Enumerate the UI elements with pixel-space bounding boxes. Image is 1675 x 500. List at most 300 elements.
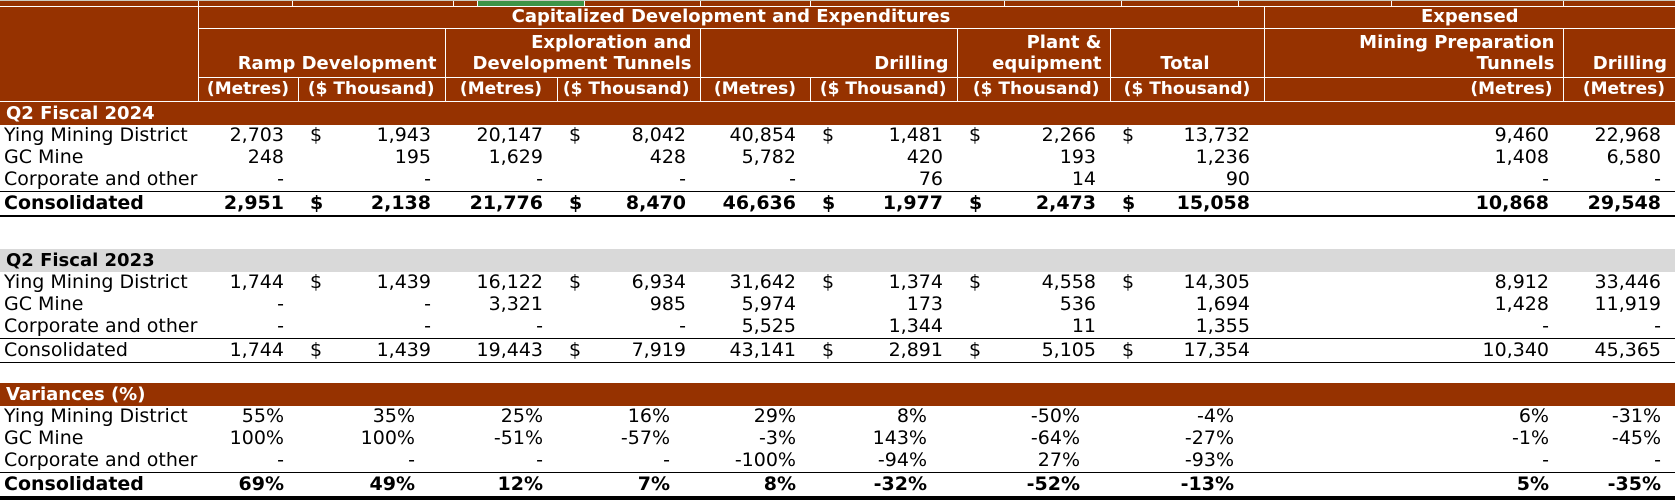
- subheader-3: [957, 29, 1110, 78]
- cell-value: 19,443: [476, 338, 543, 361]
- subheader-line: Development Tunnels: [472, 53, 692, 74]
- dollar-sign: $: [569, 338, 582, 361]
- cell-value: 10,340: [1482, 338, 1549, 361]
- cell-value: 1,408: [1494, 147, 1549, 169]
- row-label: Ying Mining District: [4, 272, 188, 294]
- subheader-0: [198, 29, 445, 78]
- cell-with-dollar: [298, 125, 431, 147]
- cell-value: 248: [247, 147, 284, 169]
- data-cell: [198, 339, 298, 363]
- strip-divider: [453, 1, 454, 6]
- dollar-sign: $: [310, 191, 324, 214]
- cell-value: 1,439: [376, 338, 431, 361]
- data-cell: [957, 125, 1110, 147]
- data-cell: [198, 473, 298, 497]
- cell-value: -13%: [1180, 472, 1234, 495]
- unit-header: ($ Thousand): [810, 78, 957, 102]
- cell-value: -: [1542, 450, 1549, 472]
- cell-with-dollar: [557, 272, 686, 294]
- row-label: GC Mine: [4, 294, 84, 316]
- data-cell: [445, 316, 557, 339]
- table-row: [0, 450, 1675, 473]
- cell-value: 985: [649, 294, 686, 316]
- data-cell: [1563, 125, 1675, 147]
- section-title: Variances (%): [6, 383, 146, 405]
- data-cell: [557, 169, 700, 192]
- cell-value: -: [679, 316, 686, 338]
- cell-value: 6,934: [631, 272, 686, 294]
- data-cell: [1563, 192, 1675, 217]
- row-label: Consolidated: [0, 192, 198, 217]
- data-cell: [1110, 169, 1264, 192]
- data-cell: [810, 125, 957, 147]
- cell-value: 2,703: [229, 125, 284, 147]
- data-cell: [198, 169, 298, 192]
- data-cell: [1563, 473, 1675, 497]
- data-cell: [1110, 428, 1264, 450]
- cell-with-dollar: [298, 340, 431, 362]
- cell-value: 22,968: [1594, 125, 1661, 147]
- data-cell: [957, 450, 1110, 473]
- spreadsheet-top-strip: [0, 0, 1675, 7]
- cell-value: 25%: [500, 406, 543, 428]
- subheader-line: Drilling: [874, 53, 949, 74]
- dollar-sign: $: [1122, 338, 1135, 361]
- data-cell: [1110, 339, 1264, 363]
- cell-with-dollar: [557, 340, 686, 362]
- strip-divider: [1121, 1, 1122, 6]
- data-cell: [957, 428, 1110, 450]
- cell-with-dollar: [1110, 125, 1250, 147]
- data-cell: [557, 339, 700, 363]
- cell-value: 31,642: [729, 272, 796, 294]
- gap-cell: [0, 216, 1675, 249]
- cell-value: 536: [1059, 294, 1096, 316]
- data-cell: [298, 450, 445, 473]
- green-highlight-cell: [477, 1, 585, 6]
- row-label: Consolidated: [0, 473, 198, 497]
- data-cell: [298, 473, 445, 497]
- section-band-q2-fiscal-2023: [0, 249, 1675, 272]
- cell-value: 14: [1071, 169, 1096, 191]
- data-cell: [557, 125, 700, 147]
- data-cell: [1563, 147, 1675, 169]
- table-row: [0, 147, 1675, 169]
- dollar-sign: $: [569, 191, 583, 214]
- cell-value: 69%: [238, 472, 284, 495]
- data-cell: [557, 294, 700, 316]
- cell-value: 16,122: [476, 272, 543, 294]
- cell-value: 9,460: [1494, 125, 1549, 147]
- top-strip-cell: [0, 0, 1675, 7]
- data-cell: [700, 428, 810, 450]
- cell-value: 29,548: [1587, 191, 1661, 214]
- data-cell: [1264, 147, 1563, 169]
- data-cell: [557, 192, 700, 217]
- table-row: [0, 125, 1675, 147]
- data-cell: [557, 450, 700, 473]
- data-cell: [700, 192, 810, 217]
- data-cell: [445, 169, 557, 192]
- cell-value: 193: [1059, 147, 1096, 169]
- data-cell: [700, 125, 810, 147]
- dollar-sign: $: [822, 191, 836, 214]
- data-cell: [557, 428, 700, 450]
- data-cell: [445, 339, 557, 363]
- row-label: Corporate and other: [4, 169, 198, 191]
- cell-value: 1,744: [229, 272, 284, 294]
- cell-value: -100%: [734, 450, 796, 472]
- data-cell: [957, 339, 1110, 363]
- dollar-sign: $: [969, 191, 983, 214]
- data-cell: [298, 406, 445, 428]
- section-gap: [0, 363, 1675, 384]
- table-row: [0, 169, 1675, 192]
- data-cell: [198, 450, 298, 473]
- data-cell: [445, 428, 557, 450]
- cell-value: -: [424, 294, 431, 316]
- cell-value: -: [1654, 450, 1661, 472]
- section-band-q2-fiscal-2024: [0, 102, 1675, 126]
- cell-value: -51%: [493, 428, 543, 450]
- cell-value: -50%: [1030, 406, 1080, 428]
- data-cell: [810, 294, 957, 316]
- cell-value: -: [424, 316, 431, 338]
- units-header-row: [0, 78, 1675, 102]
- cell-value: 17,354: [1183, 338, 1250, 361]
- cell-value: -: [1542, 316, 1549, 338]
- unit-header: ($ Thousand): [298, 78, 445, 102]
- row-label: Ying Mining District: [4, 125, 188, 147]
- data-cell: [700, 316, 810, 339]
- data-cell: [810, 169, 957, 192]
- data-cell: [957, 294, 1110, 316]
- data-cell: [298, 272, 445, 294]
- data-cell: [957, 169, 1110, 192]
- cell-value: 6,580: [1606, 147, 1661, 169]
- data-cell: [445, 450, 557, 473]
- data-cell: [1264, 169, 1563, 192]
- unit-header: (Metres): [1563, 78, 1675, 102]
- data-cell: [810, 406, 957, 428]
- subheader-6: [1563, 29, 1675, 78]
- data-cell: [1563, 294, 1675, 316]
- cell-value: 7,919: [631, 338, 686, 361]
- dollar-sign: $: [822, 125, 835, 147]
- cell-value: -32%: [873, 472, 927, 495]
- dollar-sign: $: [1122, 125, 1135, 147]
- consolidated-row: [0, 473, 1675, 497]
- data-cell: [810, 272, 957, 294]
- cell-value: 1,943: [376, 125, 431, 147]
- data-cell: [298, 125, 445, 147]
- data-cell: [557, 473, 700, 497]
- cell-value: 2,891: [888, 338, 943, 361]
- cell-value: -64%: [1030, 428, 1080, 450]
- row-label: Ying Mining District: [4, 406, 188, 428]
- cell-with-dollar: [810, 272, 943, 294]
- cell-value: 13,732: [1183, 125, 1250, 147]
- data-cell: [957, 406, 1110, 428]
- cell-value: 8,912: [1494, 272, 1549, 294]
- data-cell: [810, 473, 957, 497]
- cell-with-dollar: [1110, 340, 1250, 362]
- cell-value: 2,138: [370, 191, 431, 214]
- data-cell: [810, 147, 957, 169]
- data-cell: [1563, 272, 1675, 294]
- cell-value: -94%: [877, 450, 927, 472]
- cell-value: 8%: [896, 406, 927, 428]
- top-strip: [0, 0, 1675, 6]
- cell-value: 5,782: [741, 147, 796, 169]
- cell-value: 1,744: [229, 338, 284, 361]
- cell-value: 29%: [753, 406, 796, 428]
- cell-value: 5%: [1516, 472, 1549, 495]
- data-cell: [445, 192, 557, 217]
- data-cell: [1110, 125, 1264, 147]
- data-cell: [957, 316, 1110, 339]
- cell-value: 1,694: [1195, 294, 1250, 316]
- cell-value: -: [277, 294, 284, 316]
- data-cell: [445, 125, 557, 147]
- cell-value: -: [424, 169, 431, 191]
- cell-value: 33,446: [1594, 272, 1661, 294]
- group-header-row: [0, 7, 1675, 29]
- data-cell: [1264, 473, 1563, 497]
- section-title: Q2 Fiscal 2024: [6, 102, 155, 124]
- cell-value: -: [789, 169, 796, 191]
- cell-value: 1,481: [888, 125, 943, 147]
- cell-value: 5,525: [741, 316, 796, 338]
- cell-value: 1,977: [882, 191, 943, 214]
- cell-value: 16%: [627, 406, 670, 428]
- subheader-1: [445, 29, 700, 78]
- data-cell: [957, 473, 1110, 497]
- data-cell: [700, 169, 810, 192]
- cell-value: 1,374: [888, 272, 943, 294]
- unit-header: (Metres): [1264, 78, 1563, 102]
- cell-value: 2,951: [223, 191, 284, 214]
- data-cell: [1563, 316, 1675, 339]
- cell-value: 2,473: [1035, 191, 1096, 214]
- cell-with-dollar: [957, 340, 1096, 362]
- table-row: [0, 272, 1675, 294]
- data-cell: [557, 272, 700, 294]
- dollar-sign: $: [822, 272, 835, 294]
- bottom-border-bar: [0, 496, 1675, 500]
- cell-with-dollar: [1110, 193, 1250, 215]
- data-cell: [1110, 147, 1264, 169]
- subheader-line: Tunnels: [1476, 53, 1555, 74]
- cell-value: 7%: [637, 472, 670, 495]
- data-cell: [557, 316, 700, 339]
- row-label: GC Mine: [4, 428, 84, 450]
- cell-value: -52%: [1026, 472, 1080, 495]
- row-label: Corporate and other: [4, 316, 198, 338]
- cell-value: 12%: [497, 472, 543, 495]
- consolidated-row: [0, 339, 1675, 363]
- cell-value: 1,428: [1494, 294, 1549, 316]
- row-label: GC Mine: [4, 147, 84, 169]
- strip-divider: [292, 1, 293, 6]
- data-cell: [957, 192, 1110, 217]
- cell-value: 5,105: [1041, 338, 1096, 361]
- cell-value: -45%: [1611, 428, 1661, 450]
- cell-value: -3%: [759, 428, 796, 450]
- table-row: [0, 428, 1675, 450]
- strip-divider: [198, 1, 199, 6]
- dollar-sign: $: [569, 125, 582, 147]
- cell-value: 8,042: [631, 125, 686, 147]
- data-cell: [445, 294, 557, 316]
- data-cell: [298, 294, 445, 316]
- data-cell: [1264, 450, 1563, 473]
- cell-with-dollar: [1110, 272, 1250, 294]
- expensed-group-header: Expensed: [1264, 7, 1675, 29]
- data-cell: [957, 147, 1110, 169]
- subheader-line: Exploration and: [531, 32, 692, 53]
- cell-value: 43,141: [729, 338, 796, 361]
- dollar-sign: $: [1122, 191, 1136, 214]
- cell-value: 1,344: [888, 316, 943, 338]
- cell-value: 49%: [369, 472, 415, 495]
- data-cell: [810, 450, 957, 473]
- cell-value: 90: [1225, 169, 1250, 191]
- cell-value: -: [408, 450, 415, 472]
- cell-value: 100%: [360, 428, 415, 450]
- cell-value: 4,558: [1041, 272, 1096, 294]
- cell-value: 11: [1071, 316, 1096, 338]
- cell-value: 55%: [241, 406, 284, 428]
- data-cell: [1110, 316, 1264, 339]
- cell-value: 8,470: [625, 191, 686, 214]
- data-cell: [1264, 294, 1563, 316]
- cell-value: -: [1542, 169, 1549, 191]
- strip-divider: [1563, 1, 1564, 6]
- cell-value: 173: [906, 294, 943, 316]
- cell-value: -: [536, 450, 543, 472]
- data-cell: [298, 339, 445, 363]
- dollar-sign: $: [310, 125, 323, 147]
- data-cell: [810, 339, 957, 363]
- cell-value: -57%: [620, 428, 670, 450]
- cell-with-dollar: [810, 340, 943, 362]
- cell-with-dollar: [557, 193, 686, 215]
- row-label: Consolidated: [0, 339, 198, 363]
- data-cell: [1264, 272, 1563, 294]
- data-cell: [700, 339, 810, 363]
- subheader-line: Plant &: [1026, 32, 1102, 53]
- cell-value: 100%: [229, 428, 284, 450]
- data-cell: [700, 294, 810, 316]
- subheader-4: [1110, 29, 1264, 78]
- data-cell: [1264, 125, 1563, 147]
- subheader-line: Drilling: [1592, 53, 1667, 74]
- cell-value: 76: [918, 169, 943, 191]
- corner-cell: [0, 7, 198, 102]
- subheader-line: Mining Preparation: [1359, 32, 1555, 53]
- cell-value: -: [1654, 316, 1661, 338]
- cell-value: 45,365: [1594, 338, 1661, 361]
- cell-value: 46,636: [722, 191, 796, 214]
- data-cell: [700, 272, 810, 294]
- strip-divider: [700, 1, 701, 6]
- cell-value: 20,147: [476, 125, 543, 147]
- row-label: Corporate and other: [4, 450, 198, 472]
- cell-with-dollar: [557, 125, 686, 147]
- section-title-cell: [0, 249, 1675, 272]
- section-title: Q2 Fiscal 2023: [6, 249, 155, 271]
- cell-value: 2,266: [1041, 125, 1096, 147]
- data-cell: [198, 125, 298, 147]
- data-cell: [1264, 428, 1563, 450]
- data-cell: [1110, 192, 1264, 217]
- subheader-row: [0, 29, 1675, 78]
- dollar-sign: $: [569, 272, 582, 294]
- bottom-bar-cell: [0, 496, 1675, 500]
- cell-value: 143%: [872, 428, 927, 450]
- cell-value: 1,629: [488, 147, 543, 169]
- data-cell: [1264, 339, 1563, 363]
- data-cell: [198, 406, 298, 428]
- cell-value: -1%: [1512, 428, 1549, 450]
- unit-header: ($ Thousand): [957, 78, 1110, 102]
- dollar-sign: $: [822, 338, 835, 361]
- cell-value: 428: [649, 147, 686, 169]
- cell-value: -: [277, 316, 284, 338]
- cell-value: 6%: [1518, 406, 1549, 428]
- cell-with-dollar: [298, 272, 431, 294]
- cell-value: 10,868: [1475, 191, 1549, 214]
- cell-value: 195: [394, 147, 431, 169]
- cell-value: -93%: [1184, 450, 1234, 472]
- cell-value: -: [536, 316, 543, 338]
- cell-value: 15,058: [1176, 191, 1250, 214]
- data-cell: [1264, 316, 1563, 339]
- subheader-2: [700, 29, 957, 78]
- cell-value: -: [277, 450, 284, 472]
- subheader-line: Ramp Development: [237, 53, 437, 74]
- strip-divider: [810, 1, 811, 6]
- data-cell: [198, 147, 298, 169]
- cell-with-dollar: [810, 193, 943, 215]
- section-gap: [0, 216, 1675, 249]
- dollar-sign: $: [310, 338, 323, 361]
- cell-with-dollar: [957, 125, 1096, 147]
- subheader-line: Total: [1160, 53, 1210, 74]
- unit-header: (Metres): [445, 78, 557, 102]
- data-cell: [1110, 473, 1264, 497]
- capitalized-group-header: Capitalized Development and Expenditures: [198, 7, 1264, 29]
- unit-header: (Metres): [700, 78, 810, 102]
- data-cell: [198, 192, 298, 217]
- cell-with-dollar: [957, 272, 1096, 294]
- data-cell: [298, 192, 445, 217]
- table-body: [0, 102, 1675, 500]
- table-row: [0, 316, 1675, 339]
- data-cell: [1264, 192, 1563, 217]
- subheader-5: [1264, 29, 1563, 78]
- cell-value: 3,321: [488, 294, 543, 316]
- cell-value: 27%: [1037, 450, 1080, 472]
- data-cell: [445, 272, 557, 294]
- strip-divider: [1238, 1, 1239, 6]
- cell-value: 1,236: [1195, 147, 1250, 169]
- cell-value: -: [663, 450, 670, 472]
- data-cell: [298, 428, 445, 450]
- section-title-cell: [0, 102, 1675, 126]
- dollar-sign: $: [969, 125, 982, 147]
